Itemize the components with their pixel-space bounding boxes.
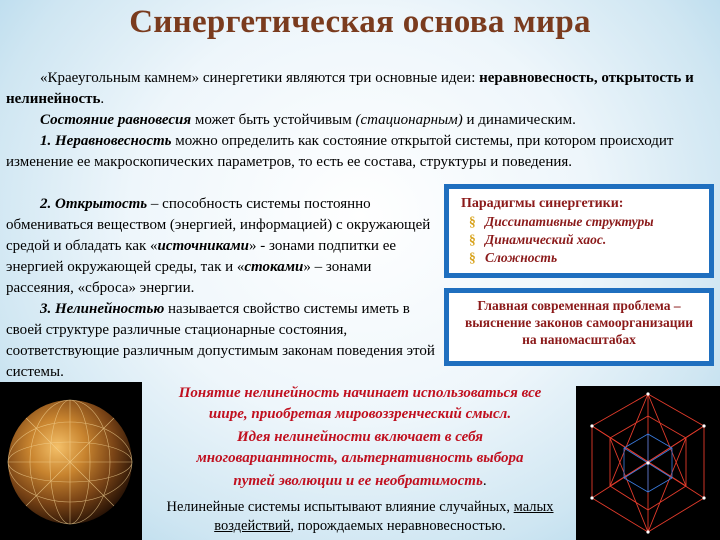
- footer-underline-impacts: воздействий: [214, 518, 291, 534]
- red-line-1: Понятие нелинейность начинает использоваться все: [178, 385, 542, 401]
- nonlinearity-term: 3. Нелинейностью: [40, 301, 165, 317]
- bullet-icon: §: [469, 214, 476, 229]
- nonequilibrium-term: 1. Неравновесность: [40, 133, 172, 149]
- problem-box: [444, 288, 714, 366]
- paragraph-nonequilibrium: [6, 131, 712, 173]
- footer-line-2: [140, 516, 580, 537]
- nonlinearity-text: называется свойство системы иметь в своей структуре различные стационарные состояния, соответствующие различным допустимым законам поведения этой системы.: [6, 301, 435, 380]
- paradigm-item-label: Сложность: [485, 250, 558, 265]
- openness-text-1: – способность системы постоянно обмениваться веществом (энергией, информацией) с окружающей средой и обладать как «: [6, 196, 431, 254]
- intro-end: .: [100, 91, 105, 107]
- footer-underline-small: малых: [513, 499, 554, 515]
- red-line-5: [140, 471, 580, 492]
- paradigms-list: [457, 213, 701, 267]
- paradigms-box: [444, 184, 714, 278]
- paradigm-item: [457, 249, 701, 267]
- bullet-icon: §: [469, 250, 476, 265]
- footer-line-1: [140, 497, 580, 518]
- paragraph-openness: [6, 194, 438, 299]
- equilibrium-end: и динамическим.: [462, 112, 576, 128]
- equilibrium-text: может быть устойчивым: [191, 112, 356, 128]
- footer-text: Нелинейные системы испытывают влияние случайных,: [166, 499, 514, 515]
- paradigm-item: [457, 213, 701, 231]
- equilibrium-term: Состояние равновесия: [40, 112, 192, 128]
- polyhedron-network-image: [576, 386, 720, 540]
- paragraph-nonlinearity: [6, 299, 438, 383]
- red-line-2: шире, приобретая мировоззренческий смысл.: [208, 406, 512, 422]
- footer-end: , порождаемых неравновесностью.: [290, 518, 506, 534]
- paragraph-equilibrium: [6, 110, 712, 131]
- red-line-3: Идея нелинейности включает в себя: [237, 429, 483, 445]
- slide-title: Синергетическая основа мира: [129, 4, 591, 40]
- paradigms-heading: Парадигмы синергетики:: [461, 196, 624, 211]
- paradigm-item: [457, 231, 701, 249]
- openness-text-3: » – зонами рассеяния, «сброса» энергии.: [6, 259, 372, 296]
- red-line-4: [140, 448, 580, 469]
- nonequilibrium-text: можно определить как состояние открытой системы, при котором происходит изменение ее макроскопических параметров, то есть ее состава, структуры и поведения.: [6, 133, 674, 170]
- intro-bold-ideas: неравновесность, открытость и нелинейность: [6, 70, 694, 107]
- problem-text: Главная современная проблема – выяснение законов самоорганизации на наномасштабах: [464, 298, 694, 347]
- intro-text: «Краеугольным камнем» синергетики являются три основные идеи:: [40, 70, 480, 86]
- openness-term: 2. Открытость: [40, 196, 148, 212]
- paragraph-intro: [6, 68, 712, 110]
- nano-sphere-image: [0, 382, 142, 540]
- red-line-5-dot: .: [482, 473, 487, 489]
- bullet-icon: §: [469, 232, 476, 247]
- openness-sinks: стоками: [244, 259, 304, 275]
- red-line-5-text: путей эволюции и ее необратимость: [233, 473, 483, 489]
- equilibrium-stationary: (стационарным): [355, 112, 463, 128]
- paradigm-item-label: Динамический хаос.: [485, 232, 607, 247]
- openness-text-2: » - зонами подпитки ее энергией окружающей среды, так и «: [6, 238, 397, 275]
- red-line-4-text: многовариантность, альтернативность выбора: [196, 450, 524, 466]
- openness-sources: источниками: [157, 238, 249, 254]
- paradigm-item-label: Диссипативные структуры: [485, 214, 654, 229]
